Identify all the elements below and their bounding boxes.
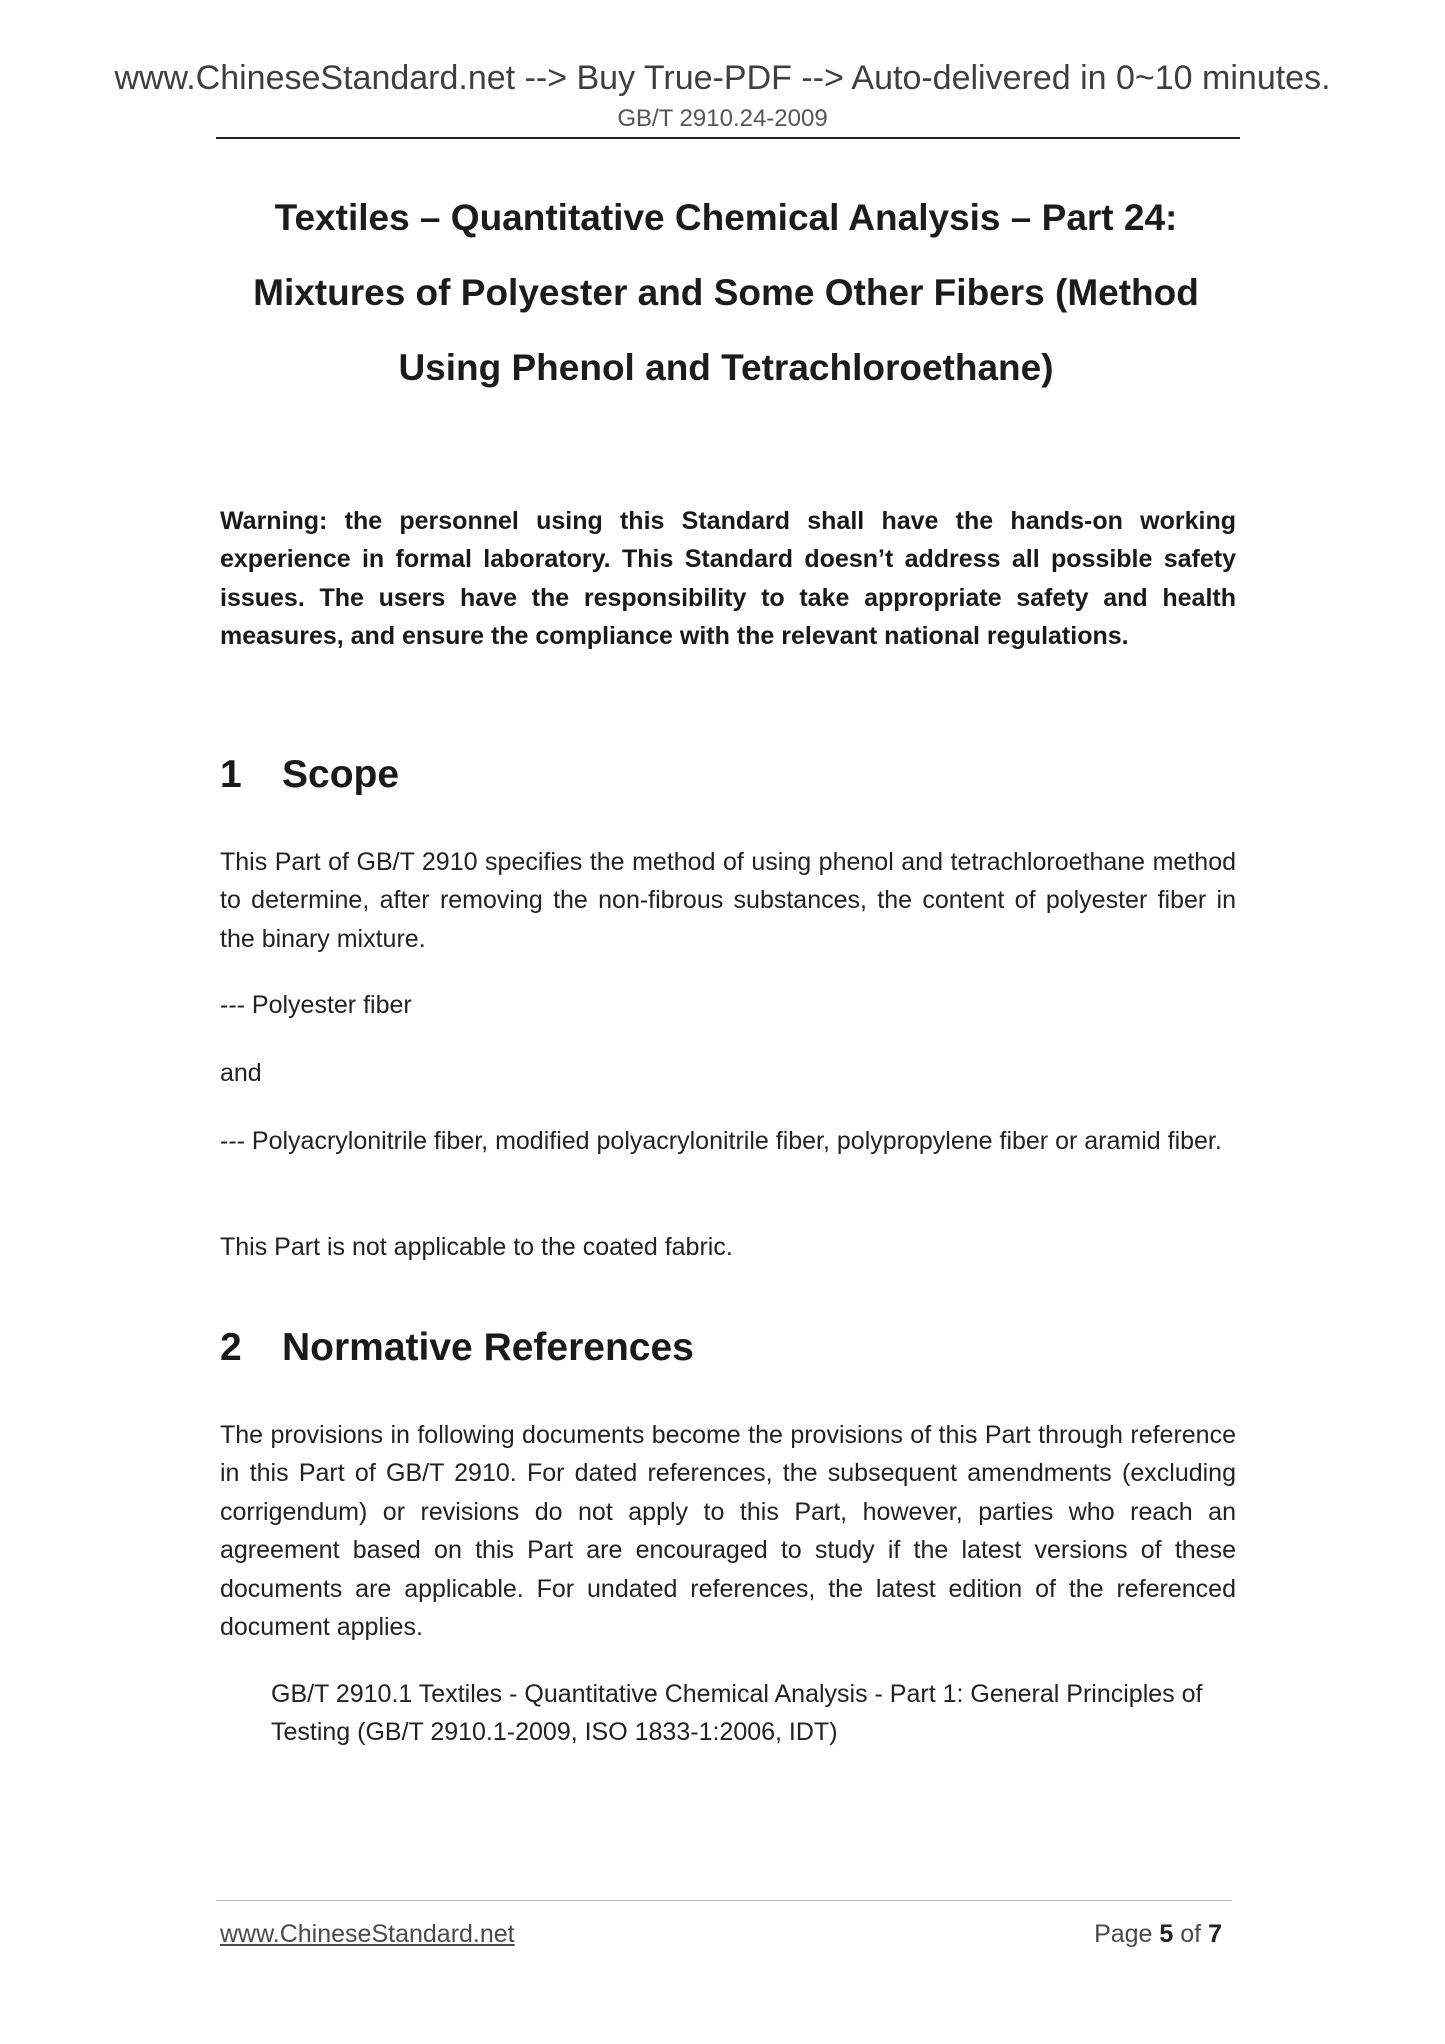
page-prefix: Page	[1094, 1920, 1153, 1948]
footer-website-link[interactable]: www.ChineseStandard.net	[220, 1920, 515, 1948]
normative-references-paragraph: The provisions in following documents become the provisions of this Part through reference in this Part of GB/T 2910. For dated references, the subsequent amendments (excluding corrigendum) or revisions do not apply to this Part, however, parties who reach an agreement based on this Part are encouraged to study if the latest versions of these documents are applicable. For undated references, the latest edition of the referenced document applies.	[220, 1421, 1236, 1642]
site-banner: www.ChineseStandard.net --> Buy True-PDF --> Auto-delivered in 0~10 minutes.	[114, 59, 1331, 97]
section-2-number: 2	[220, 1326, 242, 1369]
scope-list-item-polyester: --- Polyester fiber	[220, 991, 412, 1019]
scope-paragraph: This Part of GB/T 2910 specifies the method of using phenol and tetrachloroethane method to determine, after removing the non-fibrous substances, the content of polyester fiber in the binary mixture.	[220, 848, 1236, 953]
section-1-number: 1	[220, 753, 242, 796]
section-2-heading	[220, 1325, 694, 1371]
reference-entry: GB/T 2910.1 Textiles - Quantitative Chemical Analysis - Part 1: General Principles of Testing (GB/T 2910.1-2009, ISO 1833-1:2006, IDT)	[271, 1680, 1203, 1747]
standard-number-header: GB/T 2910.24-2009	[617, 105, 828, 132]
scope-coated-fabric-note: This Part is not applicable to the coated fabric.	[220, 1233, 733, 1261]
title-line-2: Mixtures of Polyester and Some Other Fibers (Method	[253, 272, 1199, 313]
footer-divider	[216, 1900, 1232, 1901]
document-title	[216, 180, 1236, 405]
scope-list-item-other-fibers: --- Polyacrylonitrile fiber, modified polyacrylonitrile fiber, polypropylene fiber or aramid fiber.	[220, 1127, 1222, 1155]
title-line-3: Using Phenol and Tetrachloroethane)	[398, 347, 1054, 388]
scope-and-text: and	[220, 1059, 262, 1087]
warning-paragraph: Warning: the personnel using this Standard shall have the hands-on working experience in formal laboratory. This Standard doesn’t address all possible safety issues. The users have the responsibility to take appropriate safety and health measures, and ensure the compliance with the relevant national regulations.	[220, 507, 1236, 651]
page-indicator	[1000, 1918, 1222, 1950]
section-2-title: Normative References	[282, 1326, 694, 1369]
page-current: 5	[1159, 1920, 1174, 1948]
title-line-1: Textiles – Quantitative Chemical Analysis – Part 24:	[274, 197, 1178, 238]
header-divider	[216, 137, 1240, 139]
section-1-heading	[220, 752, 399, 798]
section-1-title: Scope	[282, 753, 400, 796]
page-of: of	[1180, 1920, 1202, 1948]
page-total: 7	[1208, 1920, 1222, 1948]
